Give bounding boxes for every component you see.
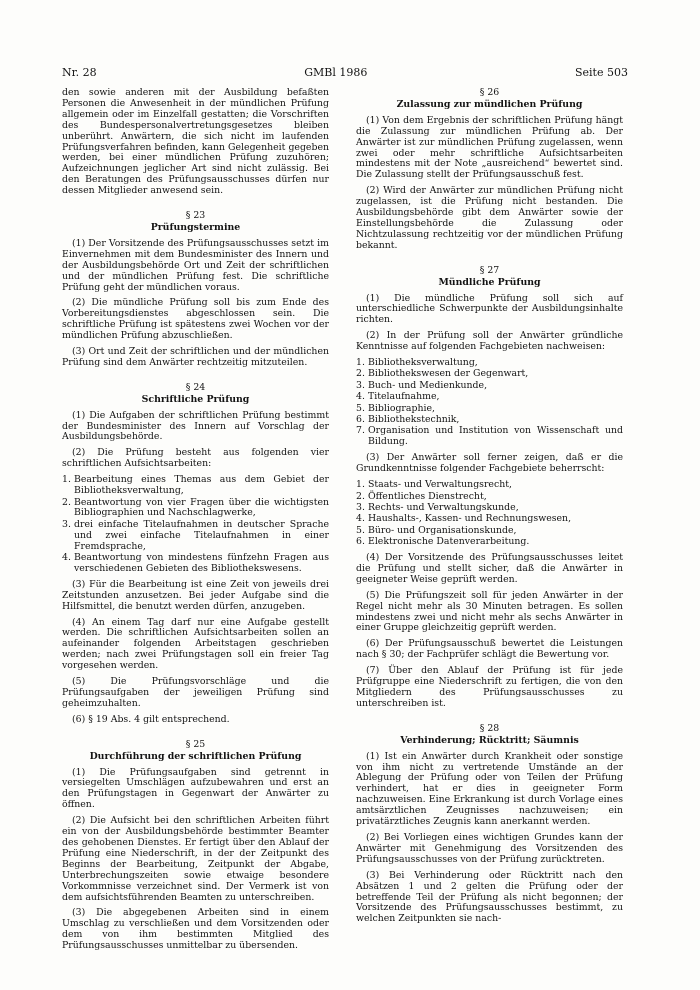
list-item [62,498,329,520]
list-item [356,514,623,525]
list-number: 2. [62,496,71,508]
list-item [356,426,623,448]
list-item [62,553,329,575]
paragraph: (1) Die Prüfungsaufgaben sind getrennt in versiegelten Umschlägen aufzubewahren und erst an den Prüfungstagen in Gegenwart der Anwärter zu öffnen. [62,766,329,811]
section-number: § 25 [185,738,206,750]
list-number: 1. [356,357,365,369]
list-item [356,358,623,369]
section-title: Verhinderung; Rücktritt; Säumnis [400,734,579,746]
list-item [356,369,623,380]
list-text: Büro- und Organisationskunde, [368,524,517,536]
continued-paragraph: den sowie anderen mit der Ausbildung befaßten Personen die Anwesenheit in der mündlichen Prüfung allgemein oder im Einzelfall gestatten; die Vorschriften des Bundespersonalvertretungsgesetzes bleiben unberührt. Anwärtern, die sich nicht im laufenden Prüfungsverfahren befinden, kann Gelegenheit gegeben werden, bei einer mündlichen Prüfung zuzuhören; Aufzeichnungen jeglicher Art sind nicht zulässig. Bei den Beratungen des Prüfungsausschusses dürfen nur dessen Mitglieder anwesend sein. [62,87,329,197]
paragraph: (2) Bei Vorliegen eines wichtigen Grundes kann der Anwärter mit Genehmigung des Vorsitzenden des Prüfungsausschusses von der Prüfung zurücktreten. [356,831,623,865]
list-number: 6. [356,536,365,548]
paragraph: (4) An einem Tag darf nur eine Aufgabe gestellt werden. Die schriftlichen Aufsichtsarbeiten sollen an aufeinander folgenden Arbeitstagen geschrieben werden; nach zwei Prüfungstagen soll ein freier Tag vorgesehen werden. [62,616,329,672]
section-number: § 24 [185,381,206,393]
numbered-list [62,475,329,575]
list-text: drei einfache Titelaufnahmen in deutscher Sprache und zwei einfache Titelaufnahmen in einer Fremdsprache, [74,518,329,552]
section-number: § 23 [185,210,206,222]
section-number: § 28 [479,722,500,734]
list-item [356,492,623,503]
list-text: Buch- und Medienkunde, [368,379,488,391]
section-title: Schriftliche Prüfung [141,393,250,405]
right-column [356,88,623,930]
list-number: 5. [356,524,365,536]
numbered-list [356,358,623,448]
list-text: Rechts- und Verwaltungskunde, [368,501,519,513]
left-column [62,88,329,957]
paragraph: (4) Der Vorsitzende des Prüfungsausschusses leitet die Prüfung und stellt sicher, daß die Anwärter in geeigneter Weise geprüft werden. [356,552,623,585]
publication-name: GMBl 1986 [304,66,368,79]
paragraph: (1) Der Vorsitzende des Prüfungsausschusses setzt im Einvernehmen mit dem Bundesminister des Innern und der Ausbildungsbehörde Ort und Zeit der schriftlichen und der mündlichen Prüfung fest. Die schriftliche Prüfung geht der mündlichen voraus. [62,237,329,293]
list-text: Öffentliches Dienstrecht, [368,490,487,502]
list-text: Staats- und Verwaltungsrecht, [368,479,512,491]
list-item [356,381,623,392]
paragraph: (3) Die abgegebenen Arbeiten sind in einem Umschlag zu verschließen und dem Vorsitzenden oder dem von ihm bestimmten Mitglied des Prüfungsausschusses unmittelbar zu übersenden. [62,907,329,952]
paragraph: (3) Ort und Zeit der schriftlichen und der mündlichen Prüfung sind dem Anwärter rechtzeitig mitzuteilen. [62,346,329,368]
list-item [356,415,623,426]
list-text: Haushalts-, Kassen- und Rechnungswesen, [368,513,572,525]
list-text: Bibliothekswesen der Gegenwart, [368,368,529,380]
list-item [356,537,623,548]
paragraph: (5) Die Prüfungszeit soll für jeden Anwärter in der Regel nicht mehr als 30 Minuten betragen. Es sollen mindestens zwei und nicht mehr als sechs Anwärter in einer Gruppe gleichzeitig geprüft werden. [356,589,623,634]
list-item [356,392,623,403]
list-number: 6. [356,414,365,426]
list-number: 7. [356,425,365,437]
paragraph: (1) Die mündliche Prüfung soll sich auf unterschiedliche Schwerpunkte der Ausbildungsinhalte richten. [356,292,623,326]
paragraph: (2) In der Prüfung soll der Anwärter gründliche Kenntnisse auf folgenden Fachgebieten nachweisen: [356,330,623,353]
paragraph: (1) Von dem Ergebnis der schriftlichen Prüfung hängt die Zulassung zur mündlichen Prüfung ab. Der Anwärter ist zur mündlichen Prüfung zugelassen, wenn zwei oder mehr schriftliche Aufsichtsarbeiten mindestens mit der Note „ausreichend“ bewertet sind. Die Zulassung stellt der Prüfungsausschuß fest. [356,114,623,181]
page-header [62,66,628,79]
paragraph: (2) Die Aufsicht bei den schriftlichen Arbeiten führt ein von der Ausbildungsbehörde bestimmter Beamter des gehobenen Dienstes. Er fertigt über den Ablauf der Prüfung eine Niederschrift, in der der Zeitpunkt des Beginns der Bearbeitung, Zeitpunkt der Abgabe, Unterbrechungszeiten sowie etwaige besondere Vorkommnisse verzeichnet sind. Der Vermerk ist von dem aufsichtsführenden Beamten zu unterschreiben. [62,815,329,903]
list-item [356,480,623,491]
list-text: Bearbeitung eines Themas aus dem Gebiet der Bibliotheksverwaltung, [74,474,329,497]
list-number: 2. [356,368,365,380]
list-number: 4. [356,391,365,403]
list-text: Organisation und Institution von Wissenschaft und Bildung. [368,425,623,448]
paragraph: (2) Die mündliche Prüfung soll bis zum Ende des Vorbereitungsdienstes abgeschlossen sein. Die schriftliche Prüfung ist spätestens zwei Wochen vor der mündlichen Prüfung abzuschließen. [62,297,329,342]
paragraph: (6) § 19 Abs. 4 gilt entsprechend. [72,713,230,725]
section-title: Durchführung der schriftlichen Prüfung [89,750,302,762]
paragraph: (2) Wird der Anwärter zur mündlichen Prüfung nicht zugelassen, ist die Prüfung nicht bestanden. Die Ausbildungsbehörde gibt dem Anwärter sowie der Einstellungsbehörde die Zulassung oder Nichtzulassung rechtzeitig vor der mündlichen Prüfung bekannt. [356,185,623,251]
list-number: 3. [356,379,365,391]
list-item [356,404,623,415]
section-title: Mündliche Prüfung [438,276,541,288]
list-text: Bibliographie, [368,402,435,414]
paragraph: (1) Die Aufgaben der schriftlichen Prüfung bestimmt der Bundesminister des Innern auf Vorschlag der Ausbildungsbehörde. [62,409,329,443]
paragraph: (2) Die Prüfung besteht aus folgenden vier schriftlichen Aufsichtsarbeiten: [62,447,329,470]
list-item [356,526,623,537]
list-number: 1. [356,479,365,491]
list-item [62,475,329,497]
list-text: Titelaufnahme, [368,391,440,403]
list-number: 1. [62,474,71,486]
list-text: Elektronische Datenverarbeitung. [368,536,530,548]
paragraph: (3) Für die Bearbeitung ist eine Zeit von jeweils drei Zeitstunden anzusetzen. Bei jeder Aufgabe sind die Hilfsmittel, die benutzt werden dürfen, anzugeben. [62,578,329,612]
list-text: Bibliothekstechnik, [368,414,460,426]
numbered-list [356,480,623,548]
section-number: § 27 [479,264,500,276]
paragraph: (3) Der Anwärter soll ferner zeigen, daß er die Grundkenntnisse folgender Fachgebiete beherrscht: [356,452,623,475]
list-item [62,520,329,553]
page-number: Seite 503 [574,66,628,79]
paragraph: (1) Ist ein Anwärter durch Krankheit oder sonstige von ihm nicht zu vertretende Umstände an der Ablegung der Prüfung oder von Teilen der Prüfung verhindert, hat er dies in geeigneter Form nachzuweisen. Eine Erkrankung ist durch Vorlage eines amtsärztlichen Zeugnisses nachzuweisen; ein privatärztliches Zeugnis kann anerkannt werden. [356,750,623,828]
section-title: Prüfungstermine [150,221,241,233]
list-number: 4. [356,513,365,525]
list-number: 4. [62,552,71,564]
paragraph: (3) Bei Verhinderung oder Rücktritt nach den Absätzen 1 und 2 gelten die Prüfung oder der betreffende Teil der Prüfung als nicht begonnen; der Vorsitzende des Prüfungsausschusses bestimmt, zu welchen Zeitpunkten sie nach- [356,869,623,925]
issue-number: Nr. 28 [62,66,97,79]
list-number: 5. [356,402,365,414]
list-number: 3. [62,518,71,530]
section-number: § 26 [479,87,500,98]
list-number: 2. [356,490,365,502]
section-title: Zulassung zur mündlichen Prüfung [396,98,583,110]
list-text: Bibliotheksverwaltung, [368,357,478,369]
list-item [356,503,623,514]
paragraph: (5) Die Prüfungsvorschläge und die Prüfungsaufgaben der jeweiligen Prüfung sind geheimzuhalten. [62,676,329,709]
list-text: Beantwortung von mindestens fünfzehn Fragen aus verschiedenen Gebieten des Bibliothekswesens. [74,552,329,574]
paragraph: (6) Der Prüfungsausschuß bewertet die Leistungen nach § 30; der Fachprüfer schlägt die Bewertung vor. [356,638,623,661]
paragraph: (7) Über den Ablauf der Prüfung ist für jede Prüfgruppe eine Niederschrift zu fertigen, die von den Mitgliedern des Prüfungsausschusses zu unterschreiben ist. [356,665,623,709]
list-number: 3. [356,501,365,513]
list-text: Beantwortung von vier Fragen über die wichtigsten Bibliographien und Nachschlagwerke, [74,496,329,519]
